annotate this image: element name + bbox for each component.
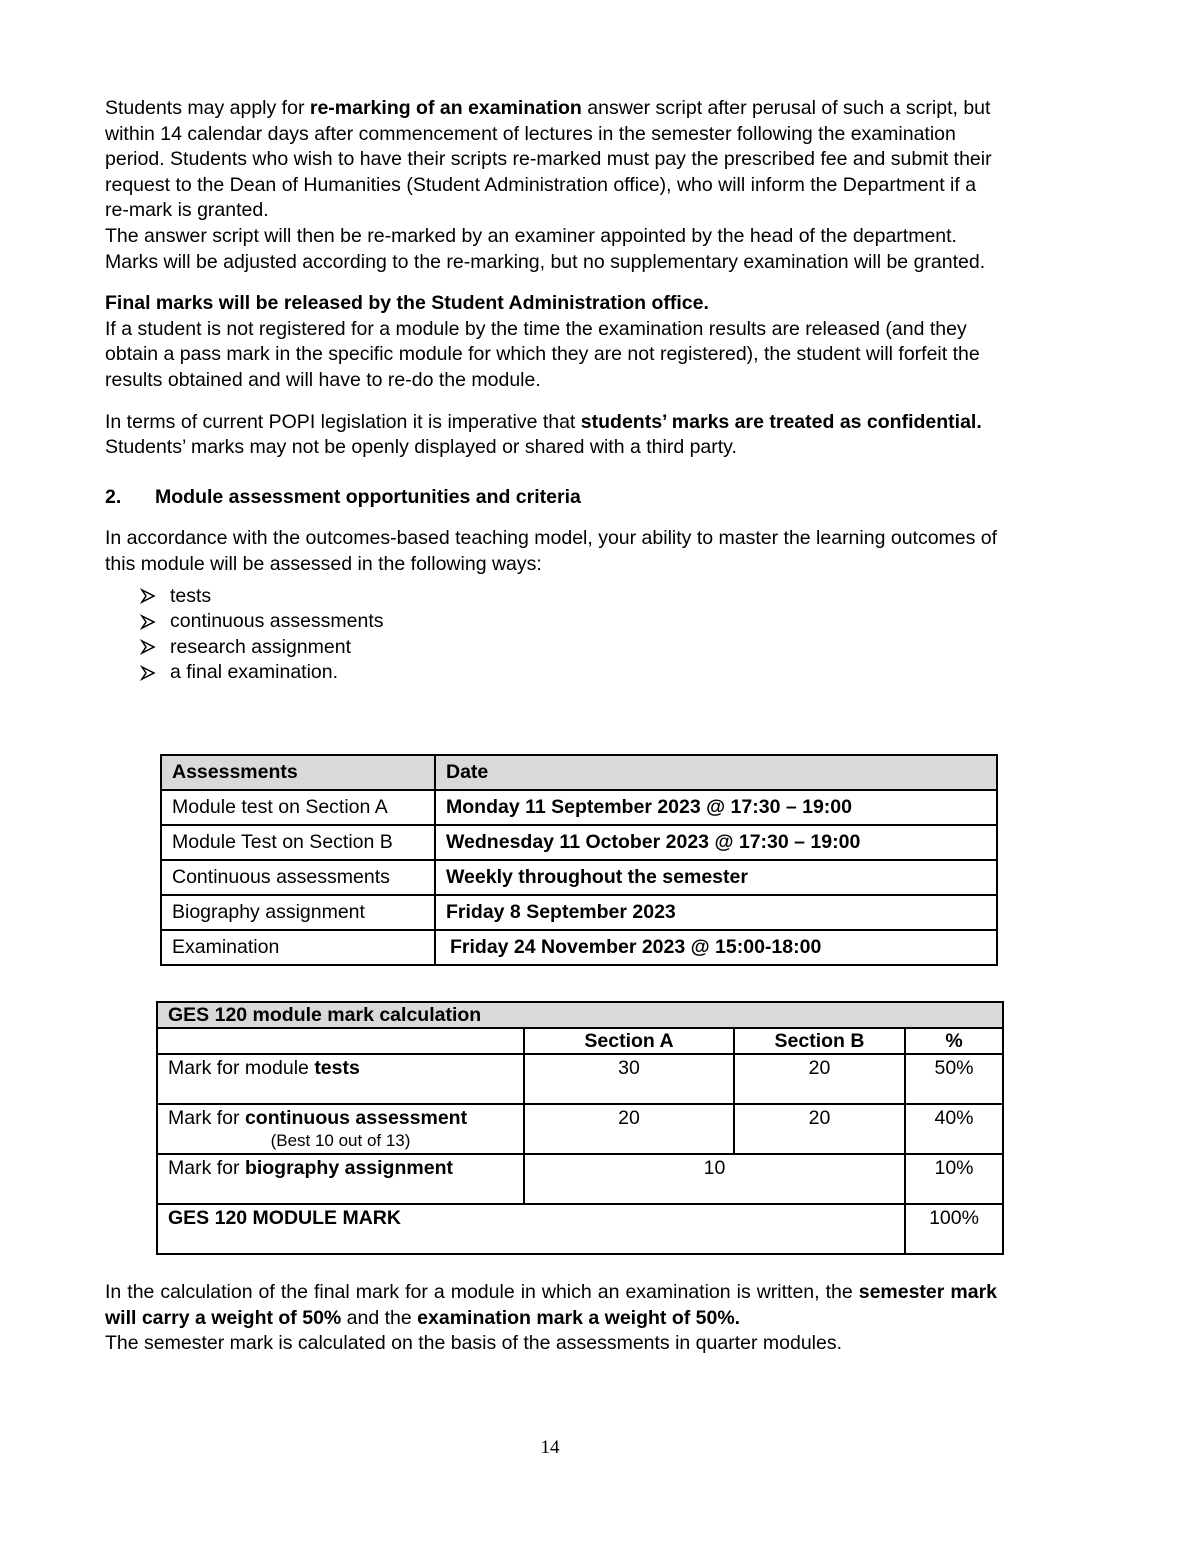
table-row <box>157 1154 1003 1204</box>
assessment-date: Friday 24 November 2023 @ 15:00-18:00 <box>435 930 997 965</box>
list-item: continuous assessments <box>140 609 1005 635</box>
assessment-date: Friday 8 September 2023 <box>435 895 997 930</box>
weighting-paragraph: In the calculation of the final mark for a module in which an examination is written, the semester mark will carry a weight of 50% and the examination mark a weight of 50%. <box>105 1281 997 1329</box>
assessment-date: Wednesday 11 October 2023 @ 17:30 – 19:00 <box>435 825 997 860</box>
page-number: 14 <box>540 1437 560 1458</box>
row-label: Mark for module tests <box>157 1054 524 1104</box>
assessment-name: Module test on Section A <box>161 790 435 825</box>
assessments-table <box>160 754 998 966</box>
list-item: a final examination. <box>140 660 1005 686</box>
assessment-intro: In accordance with the outcomes-based teaching model, your ability to master the learning outcomes of this module will be assessed in the following ways: <box>105 527 998 575</box>
table-row <box>161 825 997 860</box>
biography-value: 10 <box>524 1154 905 1204</box>
col-section-b: Section B <box>734 1028 905 1054</box>
calc-columns-row <box>157 1028 1003 1054</box>
table-row <box>161 895 997 930</box>
remarking-paragraph-2: The answer script will then be re-marked by an examiner appointed by the head of the department. Marks will be adjusted according to the re-marking, but no supplementary examination will be granted. <box>105 224 986 273</box>
arrow-bullet-icon <box>140 639 170 655</box>
continuous-section-b: 20 <box>734 1104 905 1154</box>
total-percent: 100% <box>905 1204 1003 1254</box>
section-heading <box>105 485 1005 511</box>
assessment-name: Examination <box>161 930 435 965</box>
table-row <box>157 1204 1003 1254</box>
calc-title-row <box>157 1002 1003 1028</box>
assessment-date: Weekly throughout the semester <box>435 860 997 895</box>
table-row <box>161 860 997 895</box>
list-item: tests <box>140 584 1005 610</box>
popi-paragraph: In terms of current POPI legislation it is imperative that students’ marks are treated as confidential. Students’ marks may not be openly displayed or shared with a third party. <box>105 410 982 459</box>
weighting-section <box>105 1280 997 1357</box>
row-label: Mark for biography assignment <box>157 1154 524 1204</box>
col-percent: % <box>905 1028 1003 1054</box>
mark-calculation-table <box>156 1001 1004 1255</box>
table-row <box>157 1104 1003 1154</box>
table-header-cell: Assessments <box>161 755 435 790</box>
row-label: Mark for continuous assessment (Best 10 out of 13) <box>157 1104 524 1154</box>
calc-title: GES 120 module mark calculation <box>157 1002 1003 1028</box>
best-of-note: (Best 10 out of 13) <box>270 1131 411 1150</box>
assessment-date: Monday 11 September 2023 @ 17:30 – 19:00 <box>435 790 997 825</box>
table-row <box>161 930 997 965</box>
assessment-list <box>140 584 1005 686</box>
weighting-paragraph-2: The semester mark is calculated on the basis of the assessments in quarter modules. <box>105 1332 843 1355</box>
table-row <box>161 790 997 825</box>
continuous-percent: 40% <box>905 1104 1003 1154</box>
arrow-bullet-icon <box>140 665 170 681</box>
biography-percent: 10% <box>905 1154 1003 1204</box>
final-marks-heading: Final marks will be released by the Student Administration office. <box>105 292 709 315</box>
section-title: Module assessment opportunities and criteria <box>155 485 581 508</box>
section-number: 2. <box>105 485 122 508</box>
total-label: GES 120 MODULE MARK <box>157 1204 905 1254</box>
final-marks-text: If a student is not registered for a module by the time the examination results are released (and they obtain a pass mark in the specific module for which they are not registered), the student will forfeit the results obtained and will have to re-do the module. <box>105 317 980 391</box>
tests-percent: 50% <box>905 1054 1003 1104</box>
table-header-row <box>161 755 997 790</box>
table-row <box>157 1054 1003 1104</box>
page-body <box>105 96 1005 686</box>
assessment-name: Module Test on Section B <box>161 825 435 860</box>
tests-section-a: 30 <box>524 1054 734 1104</box>
assessment-name: Continuous assessments <box>161 860 435 895</box>
remarking-paragraph: Students may apply for re-marking of an examination answer script after perusal of such a script, but within 14 calendar days after commencement of lectures in the semester following the examination period. Students who wish to have their scripts re-marked must pay the prescribed fee and submit their request to the Dean of Humanities (Student Administration office), who will inform the Department if a re-mark is granted. <box>105 97 992 222</box>
assessment-name: Biography assignment <box>161 895 435 930</box>
col-section-a: Section A <box>524 1028 734 1054</box>
arrow-bullet-icon <box>140 614 170 630</box>
continuous-section-a: 20 <box>524 1104 734 1154</box>
table-header-cell: Date <box>435 755 997 790</box>
arrow-bullet-icon <box>140 588 170 604</box>
tests-section-b: 20 <box>734 1054 905 1104</box>
list-item: research assignment <box>140 635 1005 661</box>
